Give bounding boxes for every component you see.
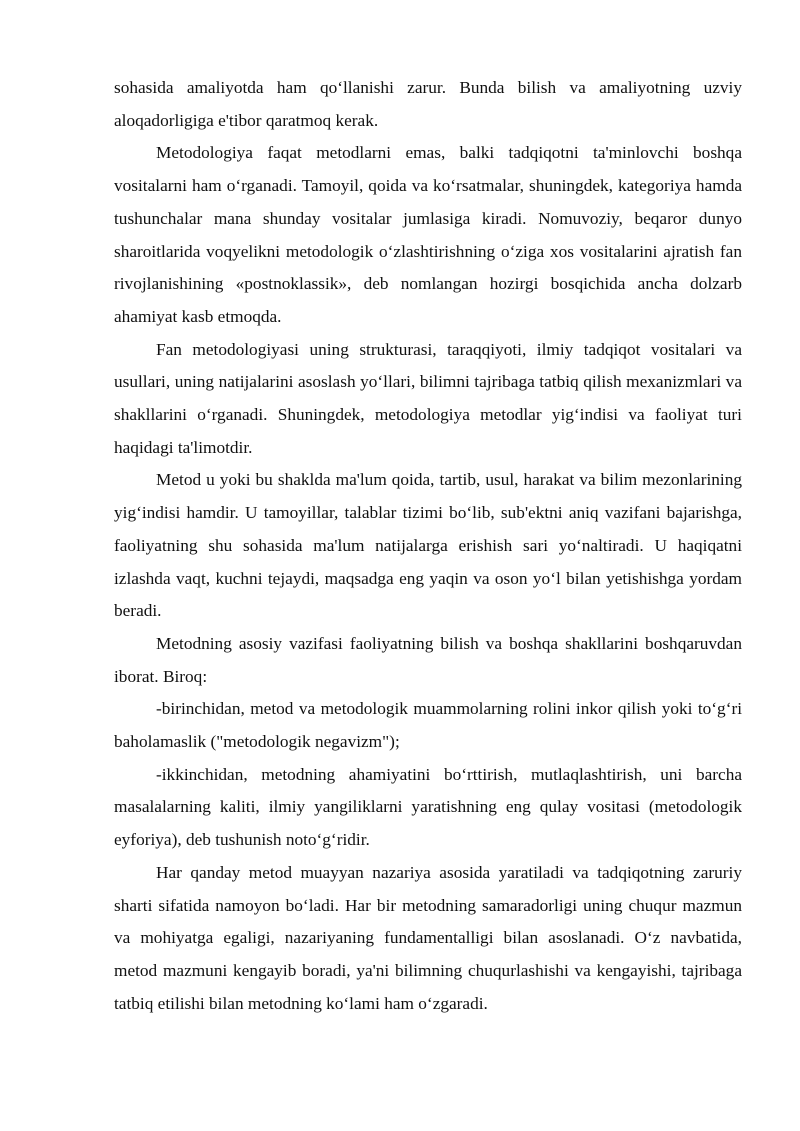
paragraph-5: Metodning asosiy vazifasi faoliyatning bilish va boshqa shakllarini boshqaruvdan iborat. Biroq: <box>114 633 742 686</box>
paragraph-6: Har qanday metod muayyan nazariya asosida yaratiladi va tadqiqotning zaruriy sharti sifatida namoyon bo‘ladi. Har bir metodning samaradorligi uning chuqur mazmun va mohiyatga egaligi, nazariyaning fundamentalligi bilan asoslanadi. O‘z navbatida, metod mazmuni kengayib boradi, ya'ni bilimning chuqurlashishi va kengayishi, tajribaga tatbiq etilishi bilan metodning ko‘lami ham o‘zgaradi. <box>114 862 742 1013</box>
paragraph-4: Metod u yoki bu shaklda ma'lum qoida, tartib, usul, harakat va bilim mezonlarining yig‘indisi hamdir. U tamoyillar, talablar tizimi bo‘lib, sub'ektni aniq vazifani bajarishga, faoliyatning shu sohasida ma'lum natijalarga erishish sari yo‘naltiradi. U haqiqatni izlashda vaqt, kuchni tejaydi, maqsadga eng yaqin va oson yo‘l bilan yetishishga yordam beradi. <box>114 470 742 621</box>
document-page <box>114 72 742 1020</box>
paragraph-3: Fan metodologiyasi uning strukturasi, taraqqiyoti, ilmiy tadqiqot vositalari va usullari, uning natijalarini asoslash yo‘llari, bilimni tajribaga tatbiq qilish mexanizmlari va shakllarini o‘rganadi. Shuningdek, metodologiya metodlar yig‘indisi va faoliyat turi haqidagi ta'limotdir. <box>114 339 742 457</box>
paragraph-2: Metodologiya faqat metodlarni emas, balki tadqiqotni ta'minlovchi boshqa vositalarni ham o‘rganadi. Tamoyil, qoida va ko‘rsatmalar, shuningdek, kategoriya hamda tushunchalar mana shunday vositalar jumlasiga kiradi. Nomuvoziy, beqaror dunyo sharoitlarida voqyelikni metodologik o‘zlashtirishning o‘ziga xos vositalarini ajratish fan rivojlanishining «postnoklassik», deb nomlangan hozirgi bosqichida ancha dolzarb ahamiyat kasb etmoqda. <box>114 143 742 326</box>
list-item-1: -birinchidan, metod va metodologik muammolarning rolini inkor qilish yoki to‘g‘ri baholamaslik ("metodologik negavizm"); <box>114 699 742 752</box>
paragraph-1: sohasida amaliyotda ham qo‘llanishi zarur. Bunda bilish va amaliyotning uzviy aloqadorligiga e'tibor qaratmoq kerak. <box>114 78 742 130</box>
list-item-2: -ikkinchidan, metodning ahamiyatini bo‘rttirish, mutlaqlashtirish, uni barcha masalalarning kaliti, ilmiy yangiliklarni yaratishning eng qulay vositasi (metodologik eyforiya), deb tushunish noto‘g‘ridir. <box>114 764 742 850</box>
